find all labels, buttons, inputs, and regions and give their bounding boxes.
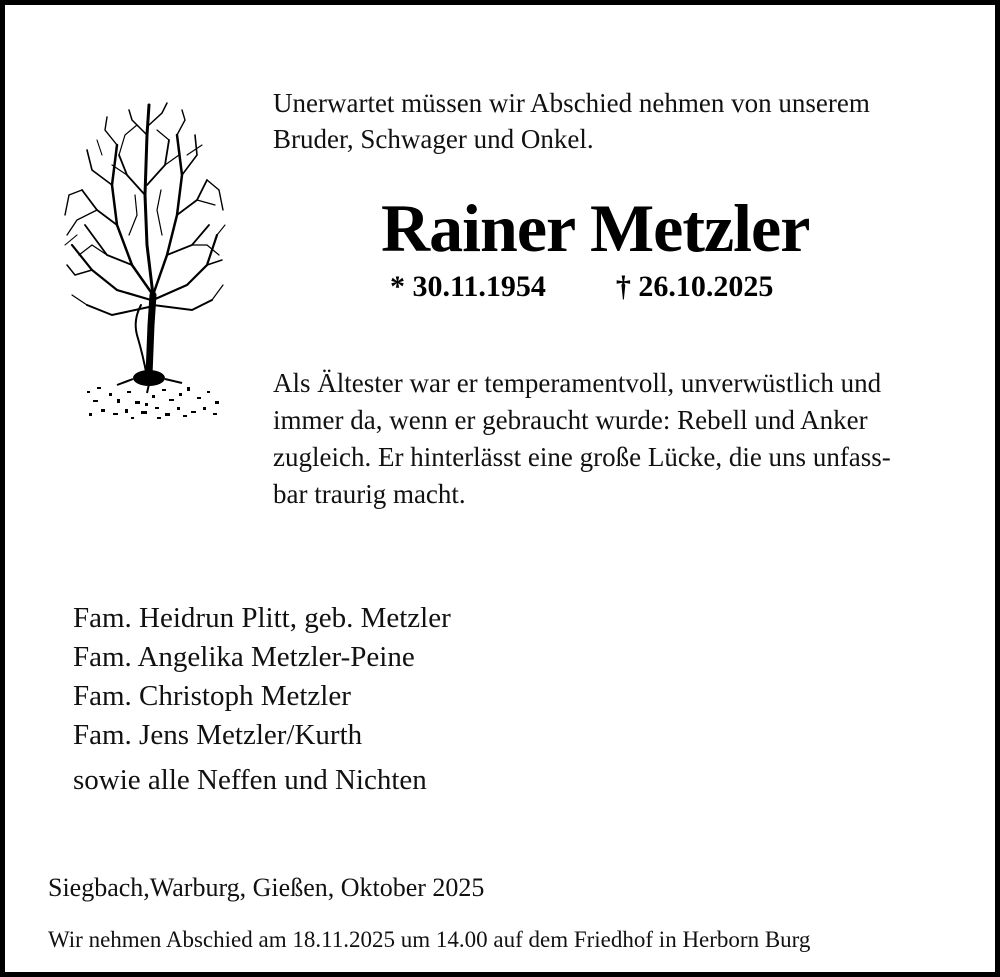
funeral-info: Wir nehmen Abschied am 18.11.2025 um 14.00 auf dem Friedhof in Herborn Burg xyxy=(48,927,811,952)
life-dates xyxy=(390,267,773,307)
birth-date: * 30.11.1954 xyxy=(390,270,546,303)
place-and-date: Siegbach,Warburg, Gießen, Oktober 2025 xyxy=(48,873,485,902)
mourners-list xyxy=(73,599,673,800)
death-date: † 26.10.2025 xyxy=(615,270,774,303)
tribute-line: zugleich. Er hinterlässt eine große Lücke, die uns unfass- xyxy=(273,442,891,472)
tree-icon xyxy=(57,95,227,425)
tribute-line: immer da, wenn er gebraucht wurde: Rebell und Anker xyxy=(273,405,868,435)
tribute-line: bar traurig macht. xyxy=(273,479,466,509)
intro-text xyxy=(273,85,973,157)
mourner-family: Fam. Angelika Metzler-Peine xyxy=(73,641,415,673)
deceased-name: Rainer Metzler xyxy=(381,190,810,266)
intro-line: Unerwartet müssen wir Abschied nehmen von unserem xyxy=(273,88,870,118)
mourners-extra: sowie alle Neffen und Nichten xyxy=(73,764,427,796)
tribute-text xyxy=(273,365,973,513)
mourner-family: Fam. Christoph Metzler xyxy=(73,680,351,712)
mourner-family: Fam. Jens Metzler/Kurth xyxy=(73,719,363,751)
intro-line: Bruder, Schwager und Onkel. xyxy=(273,124,594,154)
tribute-line: Als Ältester war er temperamentvoll, unverwüstlich und xyxy=(273,368,882,398)
mourner-family: Fam. Heidrun Plitt, geb. Metzler xyxy=(73,602,451,634)
